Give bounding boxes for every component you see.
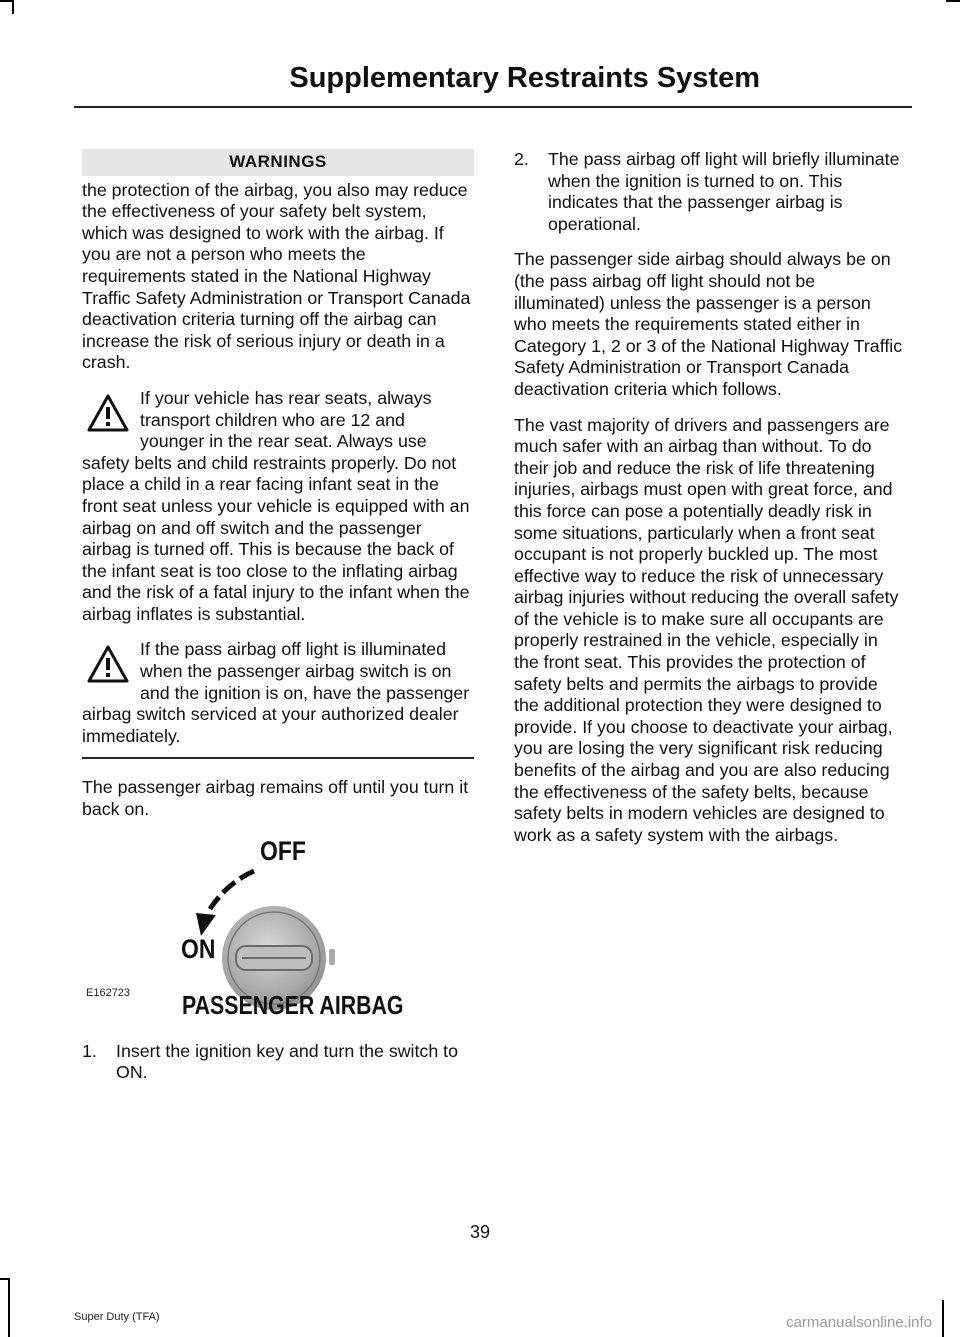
paragraph: The passenger side airbag should always be on (the pass airbag off light should not be illuminated) unless the passenger is a person who meets the requirements stated either in Category 1, 2 or 3 of the National Highway Traffic Safety Administration or Transport Canada deactivation criteria which follows. [514,249,903,399]
crop-mark [12,0,14,14]
passenger-airbag-label: PASSENGER AIRBAG [182,989,404,1020]
page-number: 39 [469,1222,491,1242]
warning-text: If your vehicle has rear seats, always transport children who are 12 and younger in the rear seat. Always use safety belts and child restraints properly. Do not place a child in a rear facing infant seat in the front seat unless your vehicle is equipped with an airbag on and off switch and the passenger airbag is turned off. This is because the back of the infant seat is too close to the inflating airbag and the risk of a fatal injury to the infant when the airbag inflates is substantial. [82,387,470,624]
warning-triangle-icon [86,392,130,436]
page-title: Supplementary Restraints System [289,62,760,94]
list-item-text: Insert the ignition key and turn the switch to ON. [116,1040,458,1083]
warnings-heading: WARNINGS [82,149,474,176]
on-label: ON [181,933,216,964]
list-item [82,1041,474,1084]
left-column [82,149,474,1098]
warning-text: If the pass airbag off light is illuminated when the passenger airbag switch is on and the ignition is on, have the passenger airbag switch serviced at your authorized dealer immediately. [82,639,470,746]
list-item-number: 1. [82,1040,97,1061]
airbag-switch-figure [82,835,474,1031]
list-item-text: The pass airbag off light will briefly illuminate when the ignition is turned to on. This indicates that the passenger airbag is operational. [548,149,900,234]
warning-item [82,639,474,747]
crop-mark [946,0,960,2]
warnings-end-divider [82,757,474,759]
crop-mark [942,1300,944,1337]
paragraph: The vast majority of drivers and passengers are much safer with an airbag than without. To do their job and reduce the risk of life threatening injuries, airbags must open with great force, and this force can pose a potentially deadly risk in some situations, particularly when a front seat occupant is not properly buckled up. The most effective way to reduce the risk of unnecessary airbag injuries without reducing the overall safety of the vehicle is to make sure all occupants are properly restrained in the vehicle, especially in the front seat. This provides the protection of safety belts and permits the airbags to provide the additional protection they were designed to provide. If you choose to deactivate your airbag, you are losing the very significant risk reducing benefits of the airbag and you are also reducing the effectiveness of the safety belts, because safety belts in modern vehicles are designed to work as a safety system with the airbags. [514,414,899,845]
warning-continuation: the protection of the airbag, you also may reduce the effectiveness of your safety belt system, which was designed to work with the airbag. If you are not a person who meets the requirements stated in the National Highway Traffic Safety Administration or Transport Canada deactivation criteria turning off the airbag can increase the risk of serious injury or death in a crash. [82,179,471,373]
off-label: OFF [260,835,306,866]
crop-mark [0,0,12,2]
list-item [514,149,906,235]
figure-code: E162723 [86,987,131,1000]
warning-item [82,388,474,626]
header-divider [74,106,912,108]
right-column [514,149,906,860]
warning-triangle-icon [86,643,130,687]
footer-model: Super Duty (TFA) [74,1311,160,1323]
list-item-number: 2. [514,149,529,169]
crop-mark [0,1278,10,1280]
paragraph: The passenger airbag remains off until you turn it back on. [82,777,469,820]
watermark: carmanualsonline.info [786,1314,932,1331]
crop-mark [8,1280,10,1337]
